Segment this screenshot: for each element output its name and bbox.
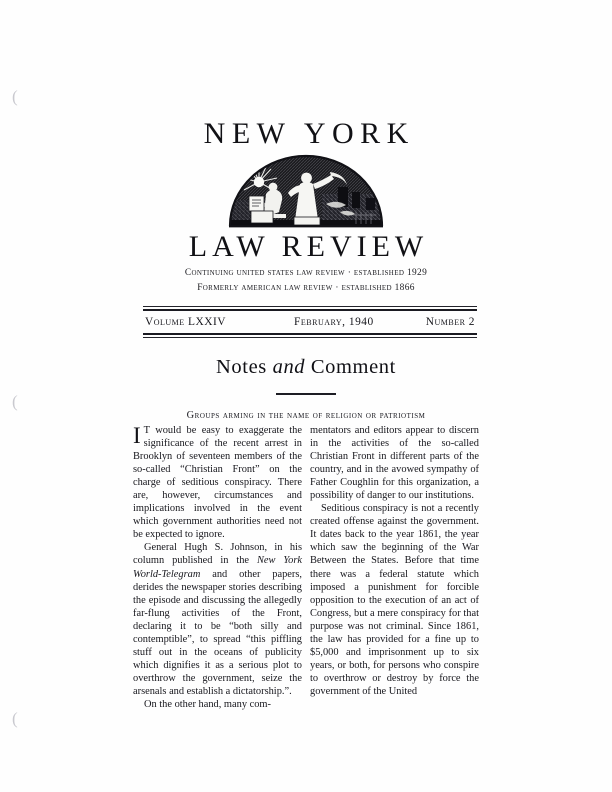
issue-date-group: [294, 316, 374, 328]
paragraph-commentators-start: On the other hand, many com-: [144, 698, 271, 710]
emblem-container: [0, 154, 612, 228]
masthead-subtitle-line-1: [0, 268, 612, 278]
section-title-part-2: Comment: [305, 356, 396, 378]
volume-label-group: [145, 316, 226, 328]
volume-bar-row: [143, 311, 477, 333]
article-body: [133, 424, 479, 711]
masthead-subtitle-line-2: [0, 283, 612, 293]
journal-crest-emblem: [226, 154, 386, 228]
issue-month: february,: [294, 316, 346, 328]
paragraph-commentators-cont: mentators and editors appear to discern in the activities of the so-called Christian Front in different parts of the country, and in the avowed sympathy of Father Coughlin for this organization, a possibility of danger to our institutions.: [310, 425, 479, 502]
margin-artifact-mark: (: [12, 392, 18, 411]
issue-year: 1940: [348, 316, 374, 328]
volume-label: Volume: [145, 316, 185, 328]
margin-artifact-mark: (: [12, 709, 18, 728]
subtitle-1-year: 1929: [406, 268, 428, 279]
article-title: Groups arming in the name of religion or patriotism: [186, 409, 426, 421]
volume-value: LXXIV: [188, 316, 226, 328]
subtitle-1-established: established: [353, 268, 405, 279]
subtitle-2-separator: ·: [332, 283, 342, 294]
issue-number-group: [426, 316, 475, 328]
masthead: [0, 118, 612, 293]
journal-name-title: LAW REVIEW: [188, 230, 429, 264]
journal-city-title: NEW YORK: [203, 117, 415, 150]
body-column-left: [133, 424, 302, 711]
paragraph-opening: [133, 424, 302, 541]
paragraph-seditious-conspiracy: Seditious conspiracy is not a recently created offense against the government. It dates back to the year 1861, the year which saw the beginning of the War Between the States. Before that time there was a federal statute which imposed a punishment for forcible opposition to the execution of an act of Congress, but a mere conspiracy for that purpose was not criminal. Since 1861, the law has provided for a fine up to $5,000 and imprisonment up to six years, or both, for persons who conspire to overthrow or destroy by force the government of the United: [310, 503, 479, 697]
paragraph-johnson: [133, 541, 302, 698]
subtitle-1-text: Continuing united states law review: [184, 268, 346, 279]
section-title: [0, 356, 612, 379]
paragraph-opening-text-c: Brooklyn of seventeen members of the so-called “Christian Front” on the charge of seditious conspiracy. There are, however, circumstances and implications involved in the event which government authorities need not be expected to ignore.: [133, 451, 302, 541]
volume-issue-bar: [143, 306, 477, 338]
paragraph-opening-text-a: T would be easy to exaggerate the: [143, 425, 302, 436]
paragraph-johnson-text-a: General Hugh S. Johnson, in his column published in the: [133, 542, 302, 567]
subtitle-2-year: 1866: [394, 283, 415, 294]
newspaper-name-italic: New York World-Telegram: [133, 555, 302, 580]
section-heading-divider: [276, 393, 336, 395]
section-heading-block: [0, 356, 612, 421]
paragraph-opening-text-b: significance of the recent arrest in: [143, 438, 302, 450]
section-title-part-1: Notes: [216, 356, 273, 378]
number-label: number: [425, 316, 466, 328]
drop-cap-letter: I: [133, 423, 141, 448]
subtitle-2-established: established: [341, 283, 392, 294]
number-value: 2: [468, 316, 475, 328]
body-column-right: [310, 424, 479, 711]
section-title-conjunction: and: [272, 356, 306, 378]
margin-artifact-mark: (: [12, 87, 18, 106]
paragraph-johnson-text-b: and other papers, derides the newspaper stories describing the episode and discussing the allegedly far-flung activities of the Front, declaring it to be “both silly and contemptible”, to spread “this piffling stuff out in the oceans of publicity which dignifies it as a serious plot to overthrow the government, seize the arsenals and establish a dictatorship.”.: [133, 568, 302, 697]
subtitle-1-separator: ·: [345, 268, 354, 279]
volume-bar-rule-bottom-thin: [143, 337, 477, 338]
subtitle-2-text: Formerly american law review: [197, 283, 333, 294]
